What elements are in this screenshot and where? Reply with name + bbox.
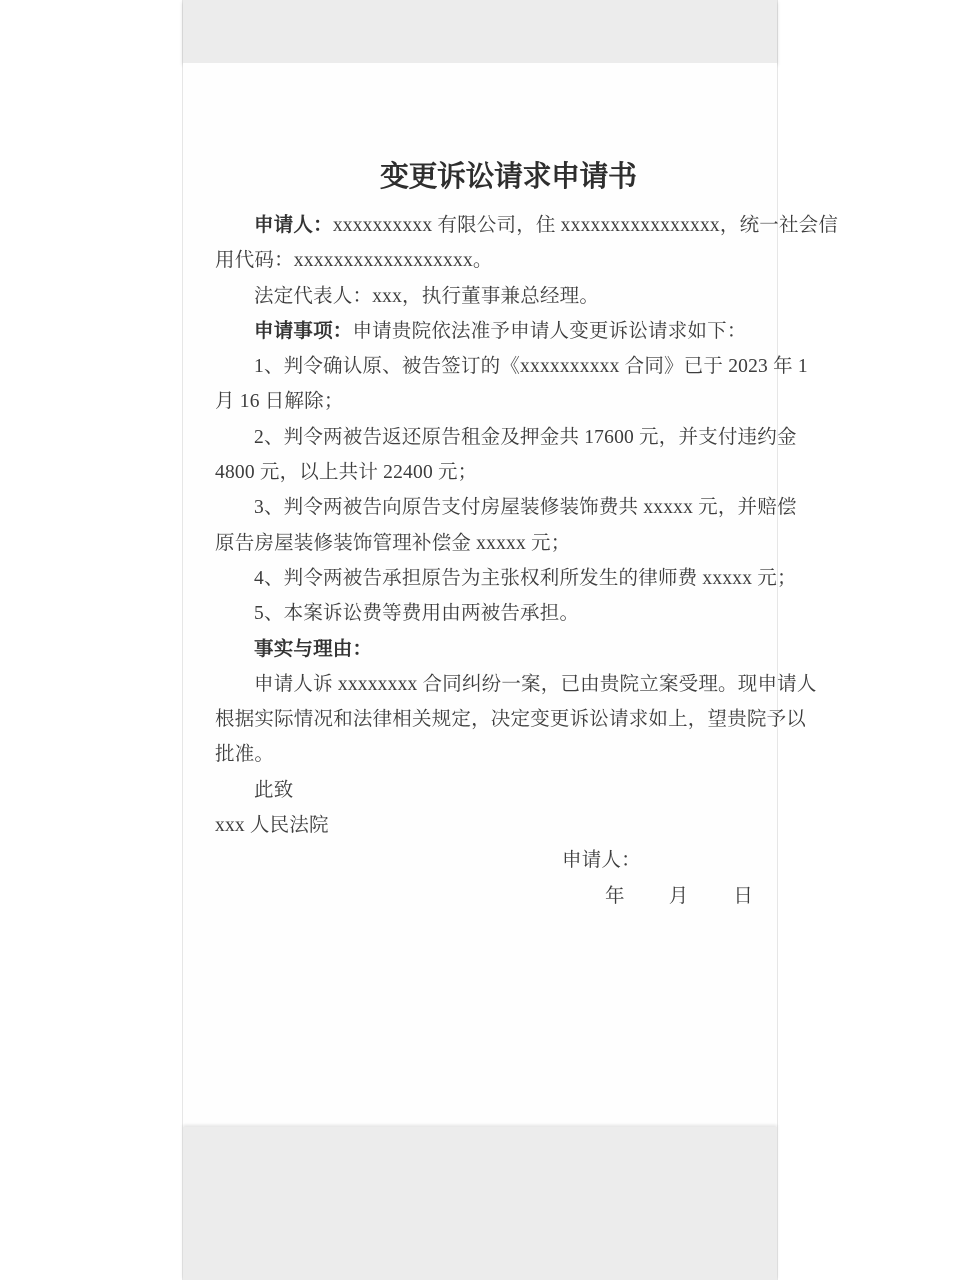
document-line xyxy=(215,455,747,490)
line-text: 此致 xyxy=(254,779,294,801)
document-line xyxy=(215,596,747,631)
line-text: 批准。 xyxy=(215,744,275,766)
document-line xyxy=(215,490,797,525)
photo-bottom-gray-area xyxy=(183,1127,777,1280)
document-line xyxy=(215,384,747,419)
date-year-label: 年 xyxy=(605,885,625,907)
date-month-label: 月 xyxy=(668,885,689,907)
line-bold-label: 事实与理由： xyxy=(254,638,373,660)
line-bold-label: 申请事项： xyxy=(254,320,353,342)
document-line xyxy=(215,526,747,561)
document-line xyxy=(215,349,808,384)
line-bold-label: 申请人： xyxy=(254,215,333,236)
document-body xyxy=(215,208,839,914)
line-text: xxxxxxxxxx 有限公司，住 xxxxxxxxxxxxxxxx，统一社会信 xyxy=(332,215,839,236)
document-line xyxy=(215,561,797,596)
signature-applicant-label: 申请人： xyxy=(562,850,641,872)
document-line xyxy=(215,243,747,278)
line-text: 月 16 日解除； xyxy=(215,391,344,413)
line-text: 申请人诉 xxxxxxxx 合同纠纷一案，已由贵院立案受理。现申请人 xyxy=(254,673,817,695)
line-text: 根据实际情况和法律相关规定，决定变更诉讼请求如上，望贵院予以 xyxy=(215,709,807,731)
document-line xyxy=(215,808,747,843)
line-text: 3、判令两被告向原告支付房屋装修装饰费共 xxxxx 元，并赔偿 xyxy=(254,497,797,519)
document-line xyxy=(215,737,747,772)
document-line xyxy=(215,667,817,702)
line-text: xxx 人民法院 xyxy=(215,815,329,837)
document-line xyxy=(215,632,747,667)
line-text: 1、判令确认原、被告签订的《xxxxxxxxxx 合同》已于 2023 年 1 xyxy=(254,356,808,378)
photo-top-gray-area xyxy=(183,0,777,63)
document-line xyxy=(215,279,747,314)
line-text: 申请贵院依法准予申请人变更诉讼请求如下： xyxy=(352,320,747,342)
line-text: 5、本案诉讼费等费用由两被告承担。 xyxy=(254,603,580,625)
line-text: 原告房屋装修装饰管理补偿金 xxxxx 元； xyxy=(215,532,571,554)
document-line xyxy=(215,314,747,349)
line-text: 2、判令两被告返还原告租金及押金共 17600 元，并支付违约金 xyxy=(254,426,797,448)
document-title: 变更诉讼请求申请书 xyxy=(380,161,637,193)
document-lines-container xyxy=(215,208,839,843)
signature-date-line xyxy=(605,879,754,914)
document-line xyxy=(215,420,797,455)
document-page xyxy=(183,63,839,1127)
document-line xyxy=(215,773,747,808)
date-day-label: 日 xyxy=(733,885,754,907)
line-text: 4800 元，以上共计 22400 元； xyxy=(215,462,478,484)
line-text: 4、判令两被告承担原告为主张权利所发生的律师费 xxxxx 元； xyxy=(254,567,797,589)
line-text: 用代码：xxxxxxxxxxxxxxxxxx。 xyxy=(215,250,493,272)
document-photo xyxy=(182,0,839,1280)
document-line xyxy=(215,702,807,737)
line-text: 法定代表人：xxx，执行董事兼总经理。 xyxy=(254,285,600,307)
document-line xyxy=(215,208,839,243)
